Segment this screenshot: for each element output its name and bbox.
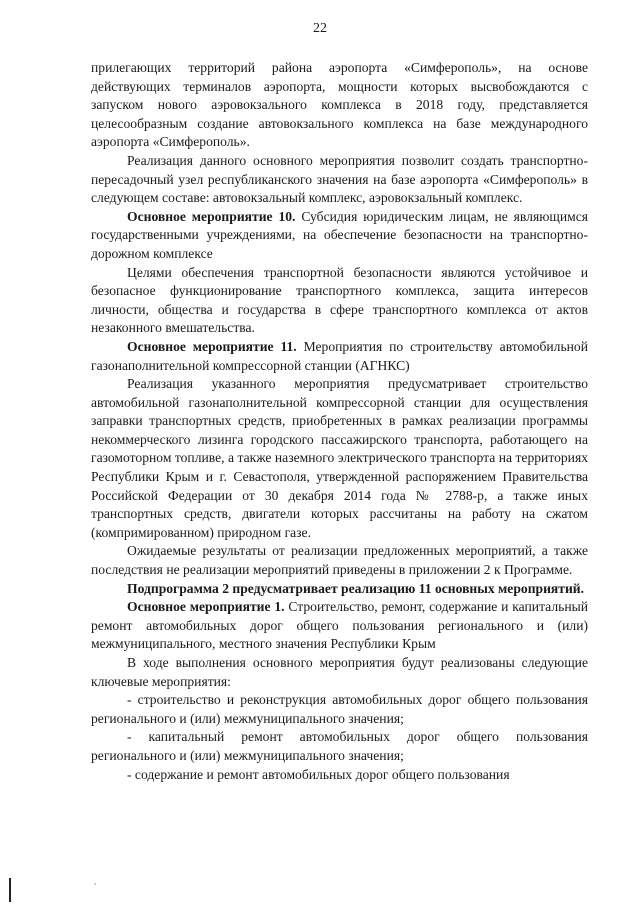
- paragraph-6: [91, 375, 588, 542]
- paragraph-text: Субсидия юридическим лицам, не являющимся государственными учреждениями, на обеспечение безопасности на транспортно-дорожном комплексе: [91, 208, 588, 261]
- subprogram-heading: [91, 580, 588, 599]
- paragraph-text: Реализация указанного мероприятия предусматривает строительство автомобильной газонаполнительной компрессорной станции для осуществления заправки транспортных средств, приобретенных в рамках реализации программы некоммерческого лизинга городского пассажирского транспорта, работающего на газомоторном топливе, а также наземного электрического транспорта на территориях Республики Крым и г. Севастополя, утвержденной распоряжением Правительства Российской Федерации от 30 декабря 2014 года № 2788-р, а также иных транспортных средств, двигатели которых рассчитаны на работу на сжатом (компримированном) природном газе.: [91, 376, 588, 540]
- paragraph-text: Подпрограмма 2 предусматривает реализацию 11 основных мероприятий.: [127, 580, 585, 596]
- activity-heading: Основное мероприятие 1.: [127, 599, 285, 615]
- list-item: [91, 691, 588, 728]
- paragraph-2: [91, 152, 588, 208]
- paragraph-text: - строительство и реконструкция автомобильных дорог общего пользования регионального и (или) межмуниципального значения;: [91, 692, 588, 726]
- paragraph-text: Целями обеспечения транспортной безопасности являются устойчивое и безопасное функционирование транспортного комплекса, защита интересов личности, общества и государства в сфере транспортного комплекса от актов незаконного вмешательства.: [91, 264, 588, 336]
- list-item: [91, 766, 588, 785]
- paragraph-text: - капитальный ремонт автомобильных дорог общего пользования регионального и (или) межмуниципального значения;: [91, 729, 588, 763]
- list-item: [91, 728, 588, 765]
- paragraph-activity-10: [91, 208, 588, 264]
- paragraph-text: Реализация данного основного мероприятия позволит создать транспортно-пересадочный узел республиканского значения на базе аэропорта «Симферополь» в следующем составе: автовокзальный комплекс, аэровокзальный комплекс.: [91, 152, 588, 206]
- activity-heading: Основное мероприятие 10.: [127, 208, 296, 224]
- paragraph-4: [91, 264, 588, 338]
- scan-speck: [94, 883, 96, 885]
- paragraph-text: прилегающих территорий района аэропорта «Симферополь», на основе действующих терминалов аэропорта, мощности которых высвобождаются с запуском нового аэровокзального комплекса в 2018 году, представляется целесообразным создание автовокзального комплекса на базе международного аэропорта «Симферополь».: [91, 60, 588, 150]
- paragraph-text: Строительство, ремонт, содержание и капитальный ремонт автомобильных дорог общего пользования регионального и (или) межмуниципального, местного значения Республики Крым: [91, 599, 588, 652]
- paragraph-10: [91, 654, 588, 691]
- paragraph-7: [91, 542, 588, 579]
- paragraph-1: [91, 59, 588, 152]
- paragraph-activity-11: [91, 338, 588, 375]
- page-number: 22: [313, 21, 327, 36]
- paragraph-text: Мероприятия по строительству автомобильной газонаполнительной компрессорной станции (АГНКС): [91, 338, 588, 373]
- paragraph-text: Ожидаемые результаты от реализации предложенных мероприятий, а также последствия не реализации мероприятий приведены в приложении 2 к Программе.: [91, 543, 588, 578]
- scan-margin-mark: [9, 878, 11, 902]
- activity-heading: Основное мероприятие 11.: [127, 338, 297, 354]
- paragraph-text: В ходе выполнения основного мероприятия будут реализованы следующие ключевые мероприятия:: [91, 655, 588, 689]
- document-body: [91, 59, 588, 784]
- paragraph-activity-1: [91, 598, 588, 654]
- paragraph-text: - содержание и ремонт автомобильных дорог общего пользования: [127, 766, 510, 782]
